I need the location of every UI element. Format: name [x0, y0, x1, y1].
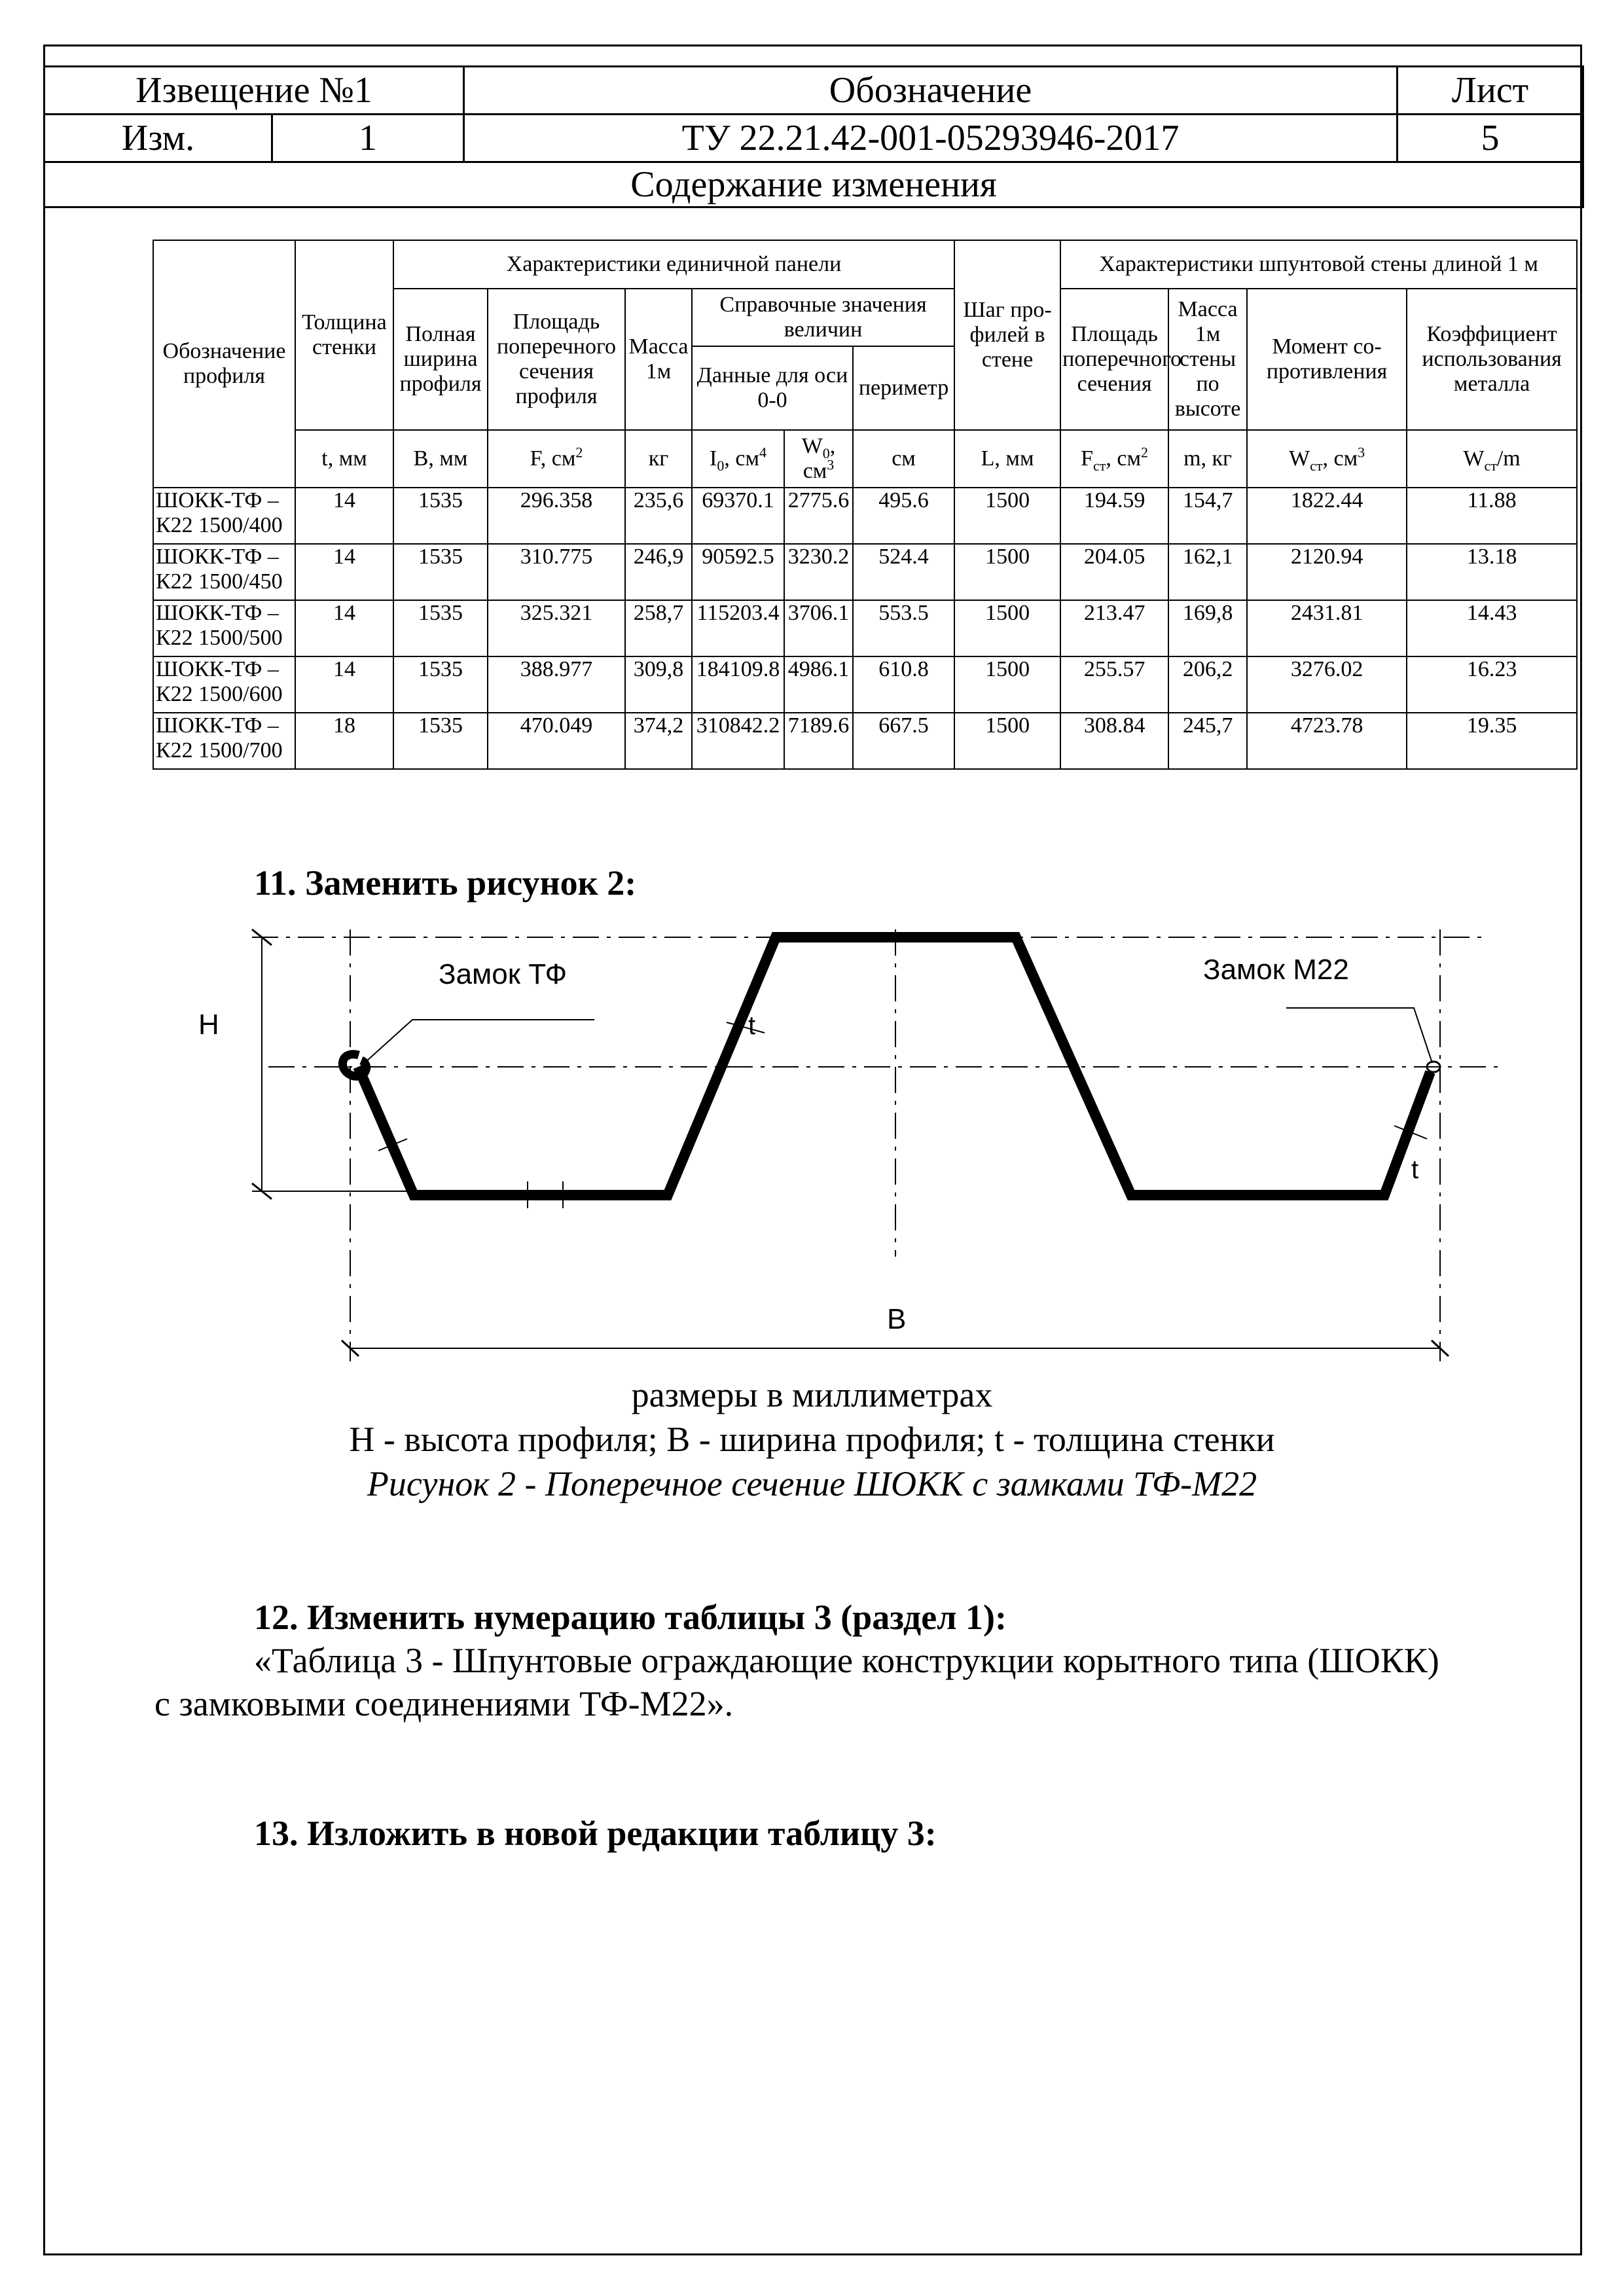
cell-mass: 258,7 [625, 600, 692, 656]
notice-label: Извещение №1 [45, 67, 464, 115]
profile-name-line-2: К22 1500/700 [156, 738, 283, 762]
profile-name-line-1: ШОКК-ТФ – [156, 713, 279, 738]
profile-name-line-2: К22 1500/400 [156, 513, 283, 537]
profile-table [153, 240, 1578, 770]
cell-fst: 204.05 [1060, 544, 1168, 600]
unit-t: t, мм [295, 430, 393, 488]
cell-w0: 2775.6 [784, 488, 853, 544]
unit-kg: кг [625, 430, 692, 488]
cell-coef: 11.88 [1407, 488, 1577, 544]
header-panel-group: Характеристики единичной панели [393, 240, 954, 289]
unit-m: m, кг [1168, 430, 1247, 488]
lock-tf-label: Замок ТФ [439, 958, 568, 990]
cell-w0: 3706.1 [784, 600, 853, 656]
change-number: 1 [272, 115, 464, 162]
section-12-heading: 12. Изменить нумерацию таблицы 3 (раздел 1): [254, 1598, 1007, 1637]
cell-i0: 310842.2 [692, 713, 784, 769]
unit-w0: $W_0$, $см^3$ [784, 430, 853, 488]
table-row [153, 600, 1577, 656]
cell-m: 154,7 [1168, 488, 1247, 544]
cell-m: 162,1 [1168, 544, 1247, 600]
cell-profile-name [153, 488, 295, 544]
cell-w0: 7189.6 [784, 713, 853, 769]
cell-b: 1535 [393, 713, 488, 769]
cell-fst: 194.59 [1060, 488, 1168, 544]
cell-f: 388.977 [488, 656, 625, 713]
sheet-number: 5 [1398, 115, 1583, 162]
cell-t: 14 [295, 600, 393, 656]
unit-fst: $F_{ст}$, $см^2$ [1060, 430, 1168, 488]
table-row [153, 713, 1577, 769]
designation-value: ТУ 22.21.42-001-05293946-2017 [464, 115, 1398, 162]
cell-mass: 309,8 [625, 656, 692, 713]
header-ref-group: Справочные значения величин [692, 289, 954, 346]
caption-title: Рисунок 2 - Поперечное сечение ШОКК с замками ТФ-М22 [367, 1464, 1257, 1503]
header-mass: Масса 1м [625, 289, 692, 430]
profile-name-line-1: ШОКК-ТФ – [156, 545, 279, 569]
profile-figure [0, 903, 1624, 1361]
thickness-label-2: t [1411, 1155, 1419, 1184]
thickness-label-1: t [748, 1011, 756, 1040]
cell-perim: 524.4 [853, 544, 954, 600]
header-wall-mass: Масса 1м стены по высоте [1168, 289, 1247, 430]
cell-t: 14 [295, 656, 393, 713]
unit-l: L, мм [954, 430, 1060, 488]
cell-f: 470.049 [488, 713, 625, 769]
section-12-line-1: «Таблица 3 - Шпунтовые ограждающие конструкции корытного типа (ШОКК) [254, 1641, 1439, 1680]
dimension-h-label: H [198, 1009, 219, 1041]
cell-b: 1535 [393, 656, 488, 713]
cell-fst: 255.57 [1060, 656, 1168, 713]
cell-i0: 115203.4 [692, 600, 784, 656]
header-coef: Коэффициент использования металла [1407, 289, 1577, 430]
profile-name-line-1: ШОКК-ТФ – [156, 657, 279, 681]
cell-m: 245,7 [1168, 713, 1247, 769]
header-area: Площадь поперечного сечения профиля [488, 289, 625, 430]
content-title: Содержание изменения [45, 162, 1583, 207]
section-12-line-2: с замковыми соединениями ТФ-М22». [154, 1684, 734, 1723]
cell-w0: 4986.1 [784, 656, 853, 713]
section-11-heading: 11. Заменить рисунок 2: [254, 863, 637, 903]
profile-name-line-1: ШОКК-ТФ – [156, 488, 279, 512]
cell-fst: 213.47 [1060, 600, 1168, 656]
cell-perim: 610.8 [853, 656, 954, 713]
unit-wst: $W_{ст}$, $см^3$ [1247, 430, 1407, 488]
cell-m: 206,2 [1168, 656, 1247, 713]
cell-profile-name [153, 600, 295, 656]
cell-l: 1500 [954, 656, 1060, 713]
cell-t: 14 [295, 488, 393, 544]
lock-m22-label: Замок М22 [1203, 954, 1349, 986]
unit-i0: $I_0$, $см^4$ [692, 430, 784, 488]
table-row [153, 488, 1577, 544]
unit-cm: см [853, 430, 954, 488]
cell-mass: 235,6 [625, 488, 692, 544]
cell-f: 310.775 [488, 544, 625, 600]
cell-w0: 3230.2 [784, 544, 853, 600]
dimension-b-label: B [887, 1303, 907, 1335]
cell-i0: 69370.1 [692, 488, 784, 544]
caption-legend: H - высота профиля; B - ширина профиля; t - толщина стенки [349, 1420, 1275, 1459]
header-axis: Данные для оси 0-0 [692, 346, 853, 430]
cell-perim: 553.5 [853, 600, 954, 656]
cell-coef: 13.18 [1407, 544, 1577, 600]
cell-l: 1500 [954, 544, 1060, 600]
cell-wst: 3276.02 [1247, 656, 1407, 713]
cell-coef: 14.43 [1407, 600, 1577, 656]
cell-f: 296.358 [488, 488, 625, 544]
header-profile: Обозначение профиля [153, 240, 295, 488]
header-perimeter: периметр [853, 346, 954, 430]
cell-t: 18 [295, 713, 393, 769]
cell-fst: 308.84 [1060, 713, 1168, 769]
cell-i0: 90592.5 [692, 544, 784, 600]
change-label: Изм. [45, 115, 272, 162]
cell-b: 1535 [393, 544, 488, 600]
cell-profile-name [153, 544, 295, 600]
cell-f: 325.321 [488, 600, 625, 656]
cell-perim: 667.5 [853, 713, 954, 769]
header-wall-area: Площадь поперечного сечения [1060, 289, 1168, 430]
designation-label: Обозначение [464, 67, 1398, 115]
unit-b: B, мм [393, 430, 488, 488]
cell-b: 1535 [393, 600, 488, 656]
cell-l: 1500 [954, 488, 1060, 544]
unit-wstm: $W_{ст}/m$ [1407, 430, 1577, 488]
profile-name-line-1: ШОКК-ТФ – [156, 601, 279, 625]
cell-mass: 374,2 [625, 713, 692, 769]
cell-t: 14 [295, 544, 393, 600]
cell-l: 1500 [954, 713, 1060, 769]
header-pitch: Шаг про-филей в стене [954, 240, 1060, 430]
header-wall-group: Характеристики шпунтовой стены длиной 1 м [1060, 240, 1577, 289]
header-moment: Момент со-противления [1247, 289, 1407, 430]
cell-wst: 2431.81 [1247, 600, 1407, 656]
table-row [153, 544, 1577, 600]
cell-wst: 2120.94 [1247, 544, 1407, 600]
cell-l: 1500 [954, 600, 1060, 656]
title-block [43, 65, 1584, 208]
cell-coef: 19.35 [1407, 713, 1577, 769]
header-thickness: Толщина стенки [295, 240, 393, 430]
cell-b: 1535 [393, 488, 488, 544]
cell-profile-name [153, 656, 295, 713]
cell-mass: 246,9 [625, 544, 692, 600]
cell-coef: 16.23 [1407, 656, 1577, 713]
profile-name-line-2: К22 1500/600 [156, 682, 283, 706]
profile-name-line-2: К22 1500/500 [156, 626, 283, 650]
cell-m: 169,8 [1168, 600, 1247, 656]
cell-wst: 1822.44 [1247, 488, 1407, 544]
cell-i0: 184109.8 [692, 656, 784, 713]
table-row [153, 656, 1577, 713]
cell-wst: 4723.78 [1247, 713, 1407, 769]
unit-f: F, $см^2$ [488, 430, 625, 488]
sheet-label: Лист [1398, 67, 1583, 115]
cell-profile-name [153, 713, 295, 769]
profile-name-line-2: К22 1500/450 [156, 569, 283, 594]
header-width: Полная ширина профиля [393, 289, 488, 430]
cell-perim: 495.6 [853, 488, 954, 544]
section-13-heading: 13. Изложить в новой редакции таблицу 3: [254, 1814, 937, 1853]
caption-units: размеры в миллиметрах [631, 1375, 993, 1414]
